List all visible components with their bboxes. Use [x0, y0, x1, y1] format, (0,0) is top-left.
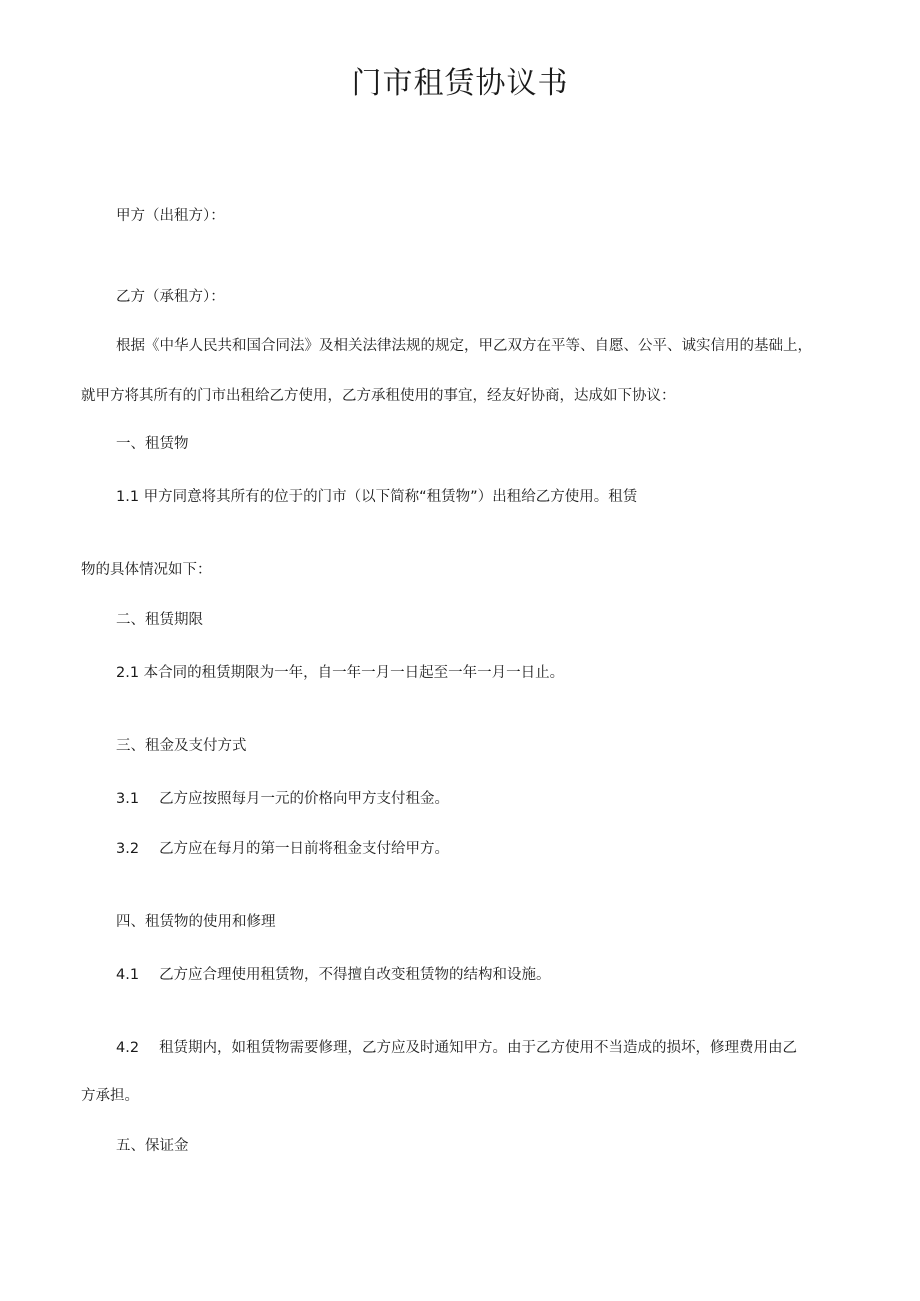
section-heading-5: 五、保证金 — [116, 1138, 189, 1154]
clause-4-1 — [116, 965, 551, 985]
clause-3-1 — [116, 789, 449, 809]
clause-number: 3.2 — [116, 841, 140, 857]
clause-2-1 — [116, 663, 564, 683]
clause-text: 乙方应按照每月一元的价格向甲方支付租金。 — [159, 791, 450, 807]
document-title: 门市租赁协议书 — [351, 66, 569, 101]
section-heading-1: 一、租赁物 — [116, 436, 189, 452]
clause-number: 4.1 — [116, 967, 140, 983]
clause-text: 乙方应合理使用租赁物，不得擅自改变租赁物的结构和设施。 — [159, 967, 551, 983]
clause-number: 4.2 — [116, 1040, 140, 1056]
clause-text: 本合同的租赁期限为一年，自一年一月一日起至一年一月一日止。 — [143, 665, 565, 681]
clause-number: 3.1 — [116, 791, 140, 807]
clause-4-2 — [116, 1038, 797, 1058]
clause-3-2 — [116, 839, 449, 859]
clause-number: 1.1 — [116, 489, 140, 505]
party-b-line: 乙方（承租方）： — [116, 289, 225, 305]
clause-1-1 — [116, 487, 637, 507]
clause-number: 2.1 — [116, 665, 140, 681]
section-heading-4: 四、租赁物的使用和修理 — [116, 914, 276, 930]
section-heading-3: 三、租金及支付方式 — [116, 738, 247, 754]
clause-1-1-continued: 物的具体情况如下： — [81, 562, 212, 578]
clause-text: 甲方同意将其所有的位于的门市（以下简称“租赁物”）出租给乙方使用。租赁 — [143, 489, 638, 505]
preamble-line-2: 就甲方将其所有的门市出租给乙方使用，乙方承租使用的事宜，经友好协商，达成如下协议： — [81, 388, 676, 404]
section-heading-2: 二、租赁期限 — [116, 612, 203, 628]
clause-4-2-continued: 方承担。 — [81, 1088, 139, 1104]
clause-text: 租赁期内，如租赁物需要修理，乙方应及时通知甲方。由于乙方使用不当造成的损坏，修理费用由乙 — [159, 1040, 798, 1056]
preamble-line-1: 根据《中华人民共和国合同法》及相关法律法规的规定，甲乙双方在平等、自愿、公平、诚实信用的基础上， — [116, 338, 812, 354]
party-a-line: 甲方（出租方）： — [116, 208, 225, 224]
clause-text: 乙方应在每月的第一日前将租金支付给甲方。 — [159, 841, 450, 857]
